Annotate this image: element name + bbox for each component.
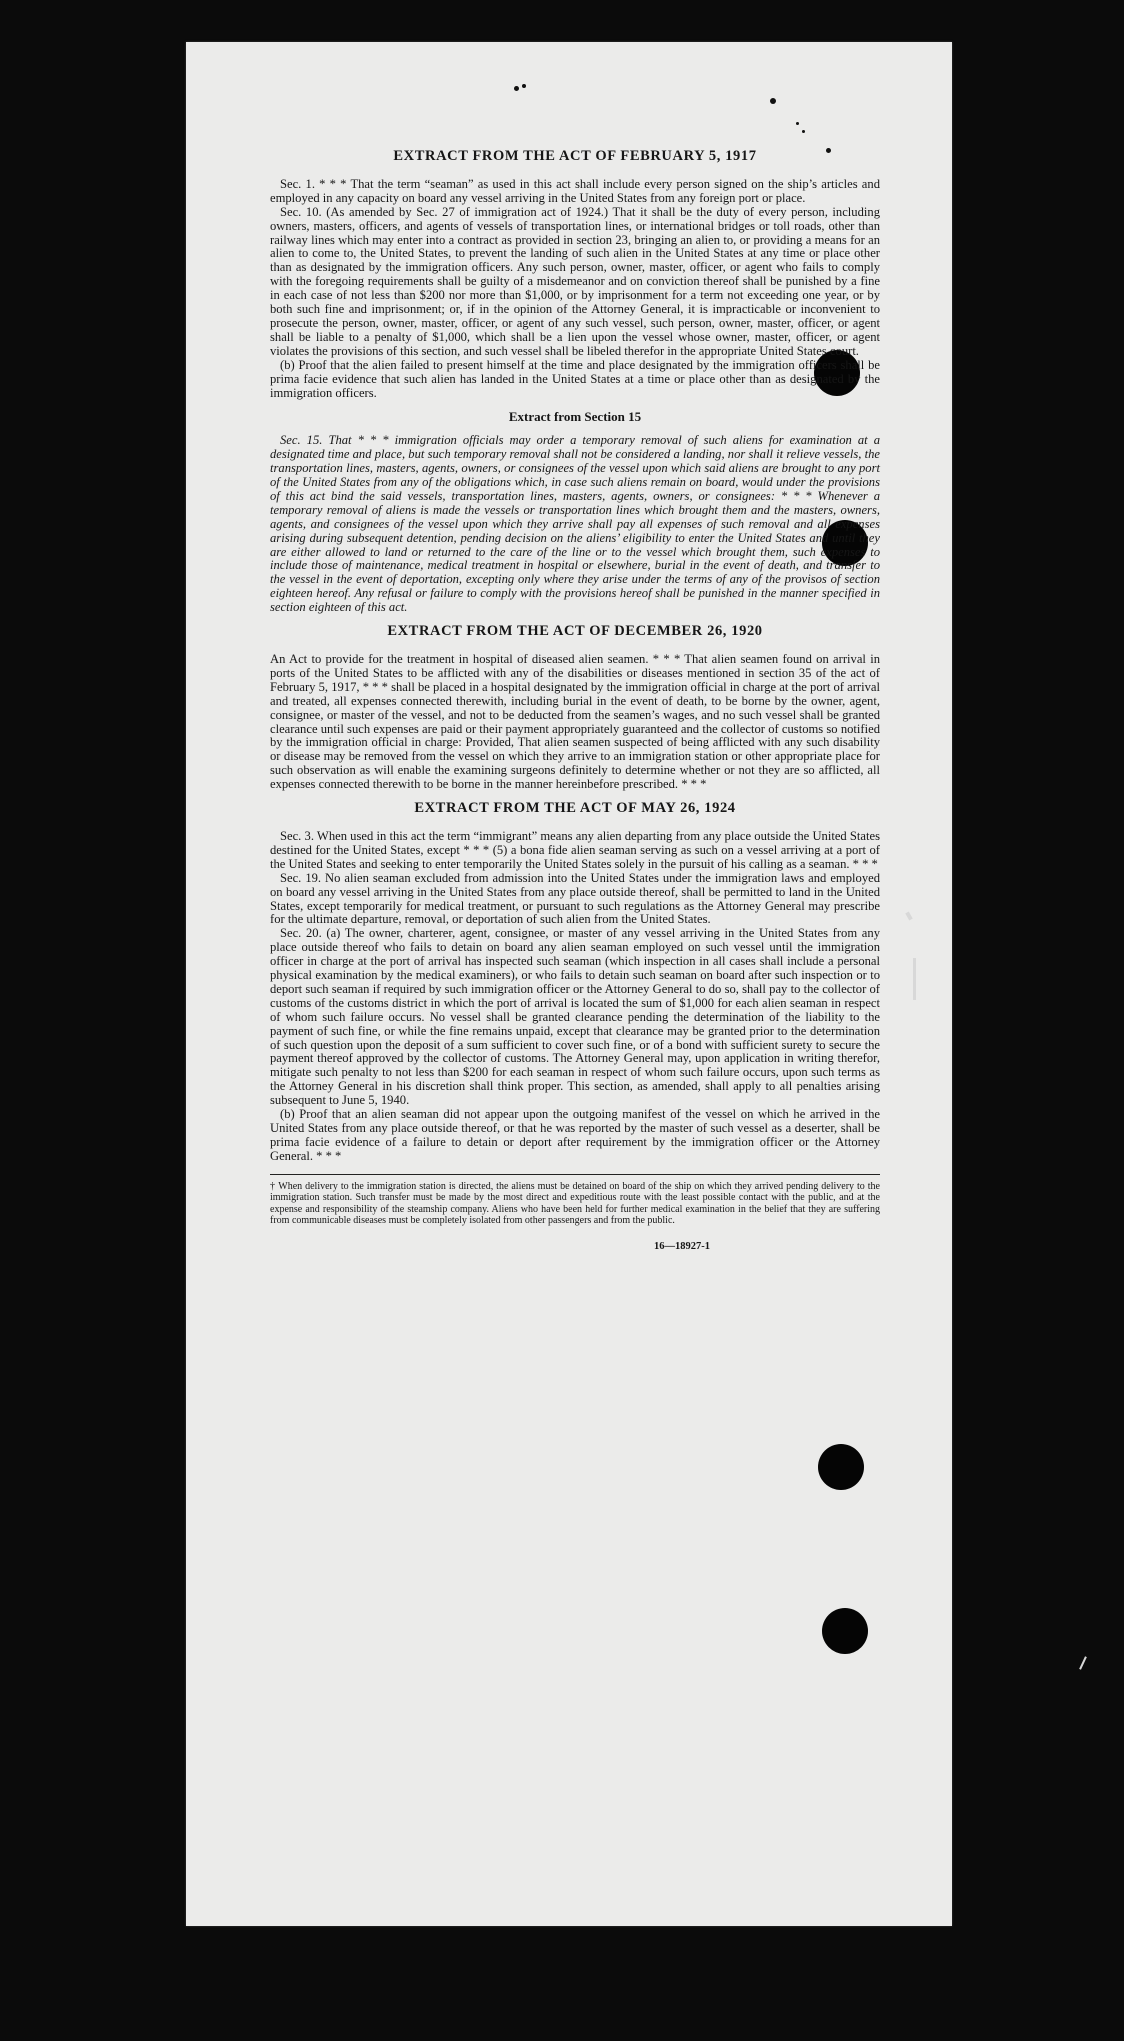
paragraph: Sec. 1. * * * That the term “seaman” as used in this act shall include every person signed on the ship’s articles and employed in any capacity on board any vessel arriving in the United States from any foreign port or place.: [270, 176, 880, 205]
subsection-heading: Extract from Section 15: [508, 409, 642, 425]
section-heading: EXTRACT FROM THE ACT OF MAY 26, 1924: [414, 800, 736, 817]
section-heading: EXTRACT FROM THE ACT OF FEBRUARY 5, 1917: [393, 148, 757, 164]
footnote: † When delivery to the immigration station is directed, the aliens must be detained on board of the ship on which they arrived pending delivery to the immigration station. Such transfer must be made by the most direct and expeditious route with the least possible contact with the public, and at the expense and responsibility of the steamship company. Aliens who have been held for further medical examination in the belief that they are suffering from communicable diseases must be completely isolated from other passengers and from the public.: [270, 1174, 880, 1227]
scan-mark: [913, 958, 916, 1000]
ink-speck: [770, 98, 776, 104]
punch-hole: [818, 1444, 864, 1490]
ink-speck: [802, 130, 805, 133]
ink-speck: [514, 86, 519, 91]
section-heading: EXTRACT FROM THE ACT OF DECEMBER 26, 1920: [387, 623, 763, 640]
ink-speck: [522, 84, 526, 88]
punch-hole: [822, 1608, 868, 1654]
paragraph: Sec. 3. When used in this act the term “immigrant” means any alien departing from any place outside the United States destined for the United States, except * * * (5) a bona fide alien seaman serving as such on a vessel arriving at a port of the United States and seeking to enter temporarily the United States solely in the pursuit of his calling as a seaman. * * *: [270, 828, 880, 871]
paragraph: (b) Proof that the alien failed to present himself at the time and place designated by the immigration officers shall be prima facie evidence that such alien has landed in the United States at a time or place other than as designated by the immigration officers.: [270, 357, 880, 400]
document-body: [270, 146, 880, 1254]
scan-mark: [1079, 1656, 1087, 1670]
paragraph: Sec. 15. That * * * immigration officials may order a temporary removal of such aliens for examination at a designated time and place, but such temporary removal shall not be considered a landing, nor shall it relieve vessels, the transportation lines, masters, agents, owners, or consignees of the vessel upon which said aliens are brought to any port of the United States from any of the obligations which, in case such aliens remain on board, would under the provisions of this act bind the said vessels, transportation lines, masters, agents, owners, or consignees: * * * Whenever a temporary removal of aliens is made the vessels or transportation lines which brought them and the masters, owners, agents, and consignees of the vessel upon which they arrive shall pay all expenses of such removal and all expenses arising during subsequent detention, pending decision on the aliens’ eligibility to enter the United States and until they are either allowed to land or returned to the care of the line or to the vessel which brought them, such expenses to include those of maintenance, medical treatment in hospital or elsewhere, burial in the event of death, and transfer to the vessel in the event of deportation, excepting only where they arise under the terms of any of the provisos of section eighteen hereof. Any refusal or failure to comply with the provisions hereof shall be punished in the manner specified in section eighteen of this act.: [270, 433, 880, 615]
paragraph: Sec. 20. (a) The owner, charterer, agent, consignee, or master of any vessel arriving in the United States from any place outside thereof who fails to detain on board any alien seaman employed on such vessel until the immigration officer in charge at the port of arrival has inspected such seaman (which inspection in all cases shall include a personal physical examination by the medical examiners), or who fails to detain such seaman on board after such inspection or to deport such seaman if required by such immigration officer or the Attorney General to do so, shall pay to the collector of customs of the customs district in which the port of arrival is located the sum of $1,000 for each alien seaman in respect of whom such failure occurs. No vessel shall be granted clearance pending the determination of the liability to the payment of such fine, or while the fine remains unpaid, except that clearance may be granted prior to the determination of such question upon the deposit of a sum sufficient to cover such fine, or of a bond with sufficient surety to secure the payment thereof approved by the collector of customs. The Attorney General may, upon application in writing therefor, mitigate such penalty to not less than $200 for each seaman in respect of whom such failure occurs, upon such terms as the Attorney General in his discretion shall think proper. This section, as amended, shall apply to all penalties arising subsequent to June 5, 1940.: [270, 926, 880, 1108]
ink-speck: [796, 122, 799, 125]
paragraph: An Act to provide for the treatment in hospital of diseased alien seamen. * * * That alien seamen found on arrival in ports of the United States to be afflicted with any of the disabilities or diseases mentioned in section 35 of the act of February 5, 1917, * * * shall be placed in a hospital designated by the immigration official in charge at the port of arrival and treated, all expenses connected therewith, including burial in the event of death, to be borne by the owner, agent, consignee, or master of the vessel, and not to be deducted from the seamen’s wages, and no such vessel shall be granted clearance until such expenses are paid or their payment appropriately guaranteed and the collector of customs so notified by the immigration official in charge: Provided, That alien seamen suspected of being afflicted with any such disability or disease may be removed from the vessel on which they arrive to an immigration station or other appropriate place for such observation as will enable the examining surgeons definitely to determine whether or not they are so afflicted, all expenses connected therewith to be borne in the manner hereinbefore prescribed. * * *: [270, 652, 880, 792]
paragraph: Sec. 19. No alien seaman excluded from admission into the United States under the immigration laws and employed on board any vessel arriving in the United States from any place outside thereof, shall be permitted to land in the United States, except temporarily for medical treatment, or pursuant to such regulations as the Attorney General may prescribe for the ultimate departure, removal, or deportation of such alien from the United States.: [270, 870, 880, 927]
paragraph: (b) Proof that an alien seaman did not appear upon the outgoing manifest of the vessel on which he arrived in the United States from any place outside thereof, or that he was reported by the master of such vessel as a deserter, shall be prima facie evidence of a failure to detain or deport after requirement by the immigration officer or the Attorney General. * * *: [270, 1107, 880, 1163]
paragraph: Sec. 10. (As amended by Sec. 27 of immigration act of 1924.) That it shall be the duty of every person, including owners, masters, officers, and agents of vessels of transportation lines, or international bridges or toll roads, other than railway lines which may enter into a contract as provided in section 23, bringing an alien to, or providing a means for an alien to come to, the United States, to prevent the landing of such alien in the United States at any time or place other than as designated by the immigration officers. Any such person, owner, master, officer, or agent who fails to comply with the foregoing requirements shall be guilty of a misdemeanor and on conviction thereof shall be punished by a fine in each case of not less than $200 nor more than $1,000, or by imprisonment for a term not exceeding one year, or by both such fine and imprisonment; or, if in the opinion of the Attorney General, it is impracticable or inconvenient to prosecute the person, owner, master, officer, or agent of any such vessel, such person, owner, master, officer, or agent shall be liable to a penalty of $1,000, which shall be a lien upon the vessel whose owner, master, officer, or agent violates the provisions of this section, and such vessel shall be libeled therefor in the appropriate United States court.: [270, 204, 880, 358]
form-number: 16—18927-1: [654, 1241, 710, 1253]
document-page: [186, 42, 952, 1926]
